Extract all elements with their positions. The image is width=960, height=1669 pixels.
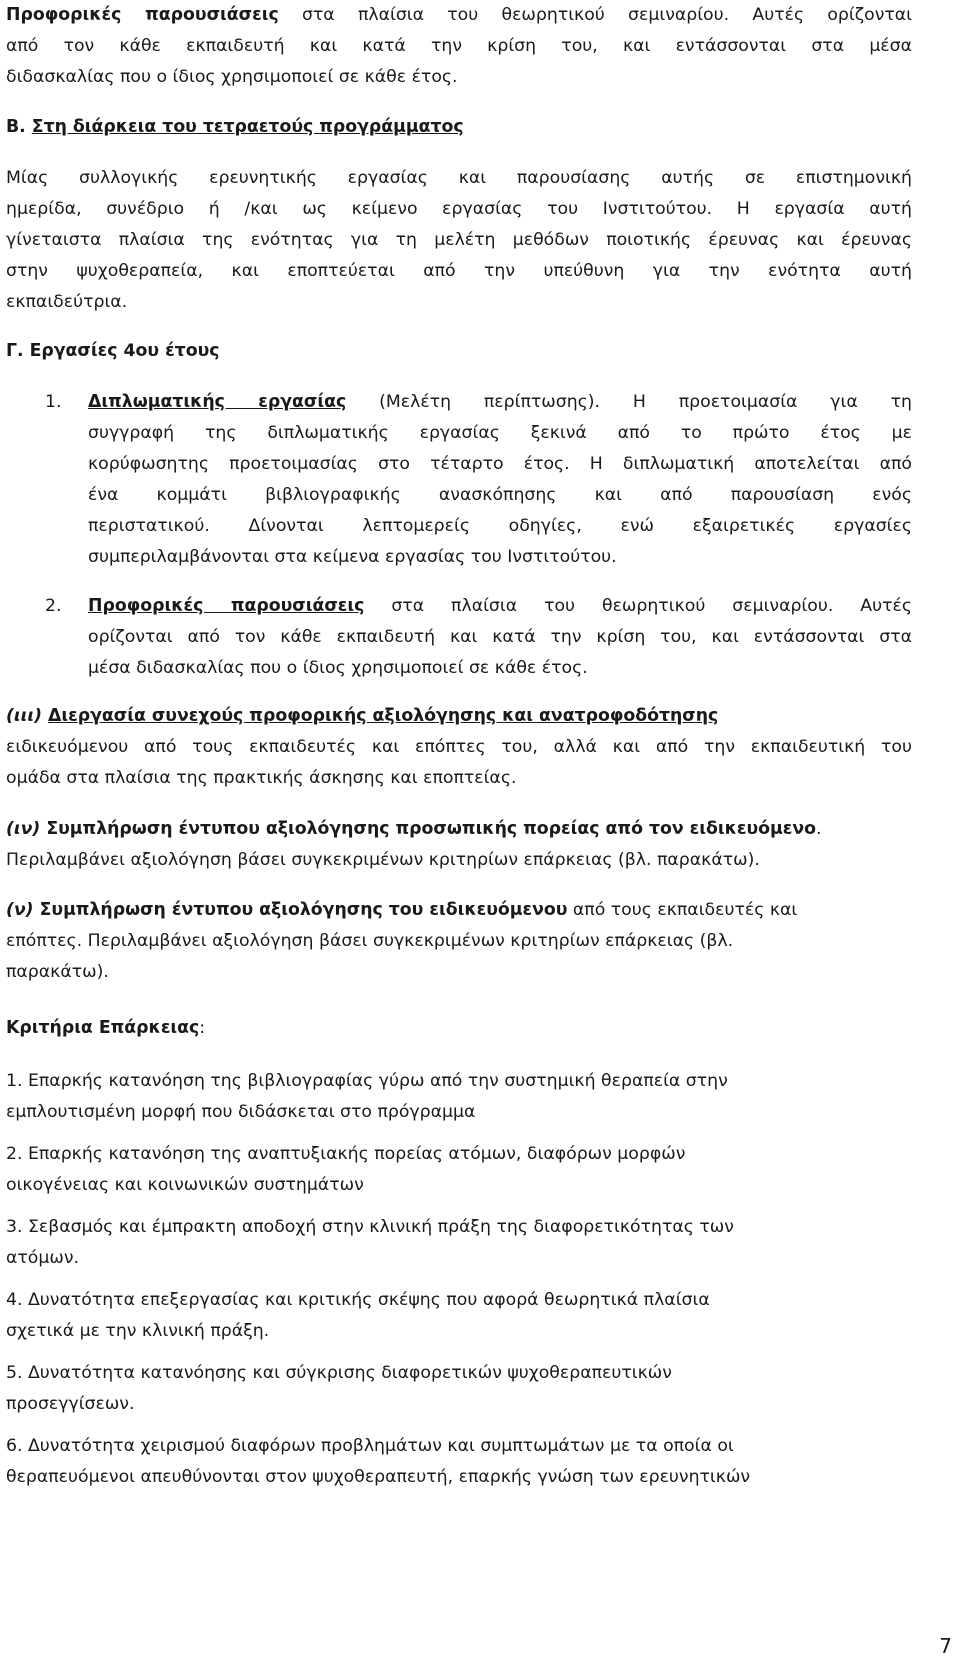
intro-bold: Προφορικές παρουσιάσεις — [6, 5, 279, 25]
criteria-colon: : — [199, 1018, 206, 1038]
item-1-line: ένα κομμάτι βιβλιογραφικής ανασκόπησης και από παρουσίαση ενός — [88, 485, 912, 505]
section-iii-title: Διεργασία συνεχούς προφορικής αξιολόγησης και ανατροφοδότησης — [48, 706, 719, 726]
criteria-line: προσεγγίσεων. — [6, 1394, 135, 1414]
criteria-line: θεραπευόμενοι απευθύνονται στον ψυχοθεραπευτή, επαρκής γνώση των ερευνητικών — [6, 1467, 751, 1487]
section-v-marker: (ν) — [6, 900, 40, 920]
section-v-line: παρακάτω). — [6, 962, 109, 982]
criteria-line: 2. Επαρκής κατανόηση της αναπτυξιακής πορείας ατόμων, διαφόρων μορφών — [6, 1144, 686, 1164]
section-b-paragraph — [6, 163, 912, 318]
item-2-bold: Προφορικές παρουσιάσεις — [88, 596, 365, 616]
item-1-paragraph — [88, 387, 912, 573]
section-iii-paragraph — [6, 701, 912, 794]
item-1-bold: Διπλωματικής εργασίας — [88, 392, 347, 412]
criteria-line: 5. Δυνατότητα κατανόησης και σύγκρισης διαφορετικών ψυχοθεραπευτικών — [6, 1363, 672, 1383]
section-v-title: Συμπλήρωση έντυπου αξιολόγησης του ειδικευόμενου — [39, 900, 568, 920]
criteria-line: 3. Σεβασμός και έμπρακτη αποδοχή στην κλινική πράξη της διαφορετικότητας των — [6, 1217, 734, 1237]
section-iv-paragraph — [6, 814, 912, 876]
section-v-line: από τους εκπαιδευτές και — [567, 900, 798, 920]
item-1-number: 1. — [45, 392, 62, 412]
item-1-line: κορύφωσητης προετοιμασίας στο τέταρτο έτος. Η διπλωματική αποτελείται από — [88, 454, 912, 474]
page-number: 7 — [939, 1634, 952, 1658]
criteria-heading — [6, 1013, 205, 1044]
criteria-line: εμπλουτισμένη μορφή που διδάσκεται στο πρόγραμμα — [6, 1102, 476, 1122]
item-2-paragraph — [88, 591, 912, 684]
section-b-line: ημερίδα, συνέδριο ή /και ως κείμενο εργασίας του Ινστιτούτου. Η εργασία αυτή — [6, 199, 912, 219]
criteria-line: σχετικά με την κλινική πράξη. — [6, 1321, 270, 1341]
item-2-line: ορίζονται από τον κάθε εκπαιδευτή και κατά την κρίση του, και εντάσσονται στα — [88, 627, 912, 647]
item-1-line: (Μελέτη περίπτωσης). Η προετοιμασία για τη — [346, 392, 912, 412]
item-2-number: 2. — [45, 596, 62, 616]
criteria-item — [6, 1285, 912, 1347]
section-b-line: εκπαιδεύτρια. — [6, 292, 128, 312]
section-b-line: Μίας συλλογικής ερευνητικής εργασίας και παρουσίασης αυτής σε επιστημονική — [6, 168, 912, 188]
criteria-line: οικογένειας και κοινωνικών συστημάτων — [6, 1175, 364, 1195]
section-b-line: γίνεταιστα πλαίσια της ενότητας για τη μελέτη μεθόδων ποιοτικής έρευνας και έρευνας — [6, 230, 912, 250]
section-iv-line: Περιλαμβάνει αξιολόγηση βάσει συγκεκριμένων κριτηρίων επάρκειας (βλ. παρακάτω). — [6, 850, 760, 870]
item-1-line: συγγραφή της διπλωματικής εργασίας ξεκινά από το πρώτο έτος με — [88, 423, 912, 443]
intro-line: διδασκαλίας που ο ίδιος χρησιμοποιεί σε κάθε έτος. — [6, 67, 458, 87]
criteria-line: 6. Δυνατότητα χειρισμού διαφόρων προβλημάτων και συμπτωμάτων με τα οποία οι — [6, 1436, 734, 1456]
section-b-line: στην ψυχοθεραπεία, και εποπτεύεται από την υπεύθυνη για την ενότητα αυτή — [6, 261, 912, 281]
section-c-heading: Γ. Εργασίες 4ου έτους — [6, 341, 220, 361]
criteria-item — [6, 1431, 912, 1493]
section-iii-line: ειδικευόμενου από τους εκπαιδευτές και επόπτες του, αλλά και από την εκπαιδευτική του — [6, 737, 912, 757]
section-iii-line: ομάδα στα πλαίσια της πρακτικής άσκησης και εποπτείας. — [6, 768, 517, 788]
criteria-item — [6, 1139, 912, 1201]
section-iv-marker: (ιν) — [6, 819, 47, 839]
intro-line: από τον κάθε εκπαιδευτή και κατά την κρίση του, και εντάσσονται στα μέσα — [6, 36, 912, 56]
section-b-heading — [6, 112, 464, 143]
item-2-line: στα πλαίσια του θεωρητικού σεμιναρίου. Αυτές — [364, 596, 912, 616]
section-v-line: επόπτες. Περιλαμβάνει αξιολόγηση βάσει συγκεκριμένων κριτηρίων επάρκειας (βλ. — [6, 931, 734, 951]
intro-paragraph — [6, 0, 912, 93]
item-1-line: συμπεριλαμβάνονται στα κείμενα εργασίας του Ινστιτούτου. — [88, 547, 617, 567]
section-v-paragraph — [6, 895, 912, 988]
criteria-line: 4. Δυνατότητα επεξεργασίας και κριτικής σκέψης που αφορά θεωρητικά πλαίσια — [6, 1290, 710, 1310]
section-iv-title: Συμπλήρωση έντυπου αξιολόγησης προσωπικής πορείας από τον ειδικευόμενο — [46, 819, 817, 839]
intro-line: στα πλαίσια του θεωρητικού σεμιναρίου. Αυτές ορίζονται — [278, 5, 912, 25]
criteria-item — [6, 1212, 912, 1274]
criteria-item — [6, 1358, 912, 1420]
item-1-line: περιστατικού. Δίνονται λεπτομερείς οδηγίες, ενώ εξαιρετικές εργασίες — [88, 516, 912, 536]
criteria-line: 1. Επαρκής κατανόηση της βιβλιογραφίας γύρω από την συστημική θεραπεία στην — [6, 1071, 728, 1091]
section-b-prefix: Β. — [6, 117, 32, 137]
criteria-title: Κριτήρια Επάρκειας — [6, 1018, 200, 1038]
section-iii-marker: (ιιι) — [6, 706, 49, 726]
section-b-title: Στη διάρκεια του τετραετούς προγράμματος — [31, 117, 464, 137]
criteria-item — [6, 1066, 912, 1128]
section-iv-end: . — [816, 819, 822, 839]
criteria-line: ατόμων. — [6, 1248, 79, 1268]
item-2-line: μέσα διδασκαλίας που ο ίδιος χρησιμοποιεί σε κάθε έτος. — [88, 658, 588, 678]
